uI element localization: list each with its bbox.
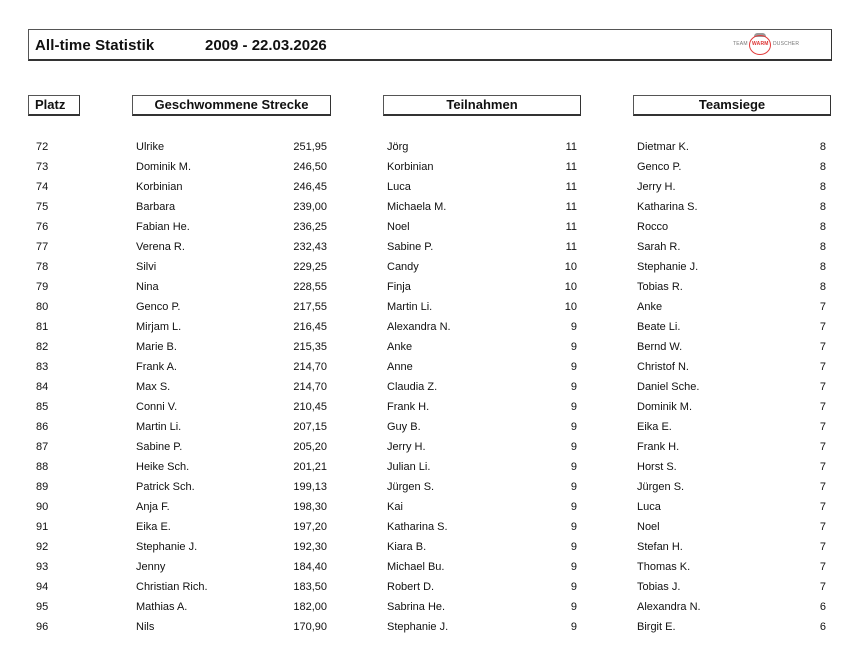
teamsiege-name-cell: Sarah R. bbox=[637, 241, 681, 253]
logo-text-left: TEAM bbox=[733, 41, 748, 47]
strecke-value-cell: 228,55 bbox=[293, 281, 327, 293]
teilnahmen-name-cell: Jerry H. bbox=[387, 441, 426, 453]
teilnahmen-value-cell: 9 bbox=[570, 621, 577, 633]
teilnahmen-name-cell: Jörg bbox=[387, 141, 409, 153]
table-row bbox=[0, 537, 849, 557]
teamsiege-value-cell: 7 bbox=[819, 321, 826, 333]
teilnahmen-value-cell: 9 bbox=[570, 601, 577, 613]
table-row bbox=[0, 357, 849, 377]
column-header-strecke: Geschwommene Strecke bbox=[132, 95, 331, 116]
rank-cell: 81 bbox=[36, 321, 49, 333]
strecke-value-cell: 251,95 bbox=[293, 141, 327, 153]
table-row bbox=[0, 517, 849, 537]
rank-cell: 72 bbox=[36, 141, 49, 153]
teamsiege-name-cell: Luca bbox=[637, 501, 661, 513]
teilnahmen-value-cell: 11 bbox=[565, 241, 577, 253]
teilnahmen-name-cell: Stephanie J. bbox=[387, 621, 449, 633]
teilnahmen-value-cell: 9 bbox=[570, 461, 577, 473]
strecke-value-cell: 170,90 bbox=[293, 621, 327, 633]
table-row bbox=[0, 497, 849, 517]
teamsiege-value-cell: 7 bbox=[819, 541, 826, 553]
strecke-value-cell: 199,13 bbox=[293, 481, 327, 493]
table-row bbox=[0, 577, 849, 597]
teilnahmen-name-cell: Frank H. bbox=[387, 401, 430, 413]
teamsiege-name-cell: Tobias R. bbox=[637, 281, 683, 293]
logo-text-center: WARM bbox=[752, 41, 769, 47]
strecke-name-cell: Verena R. bbox=[136, 241, 185, 253]
teamsiege-name-cell: Jerry H. bbox=[637, 181, 676, 193]
teilnahmen-name-cell: Kai bbox=[387, 501, 403, 513]
teilnahmen-value-cell: 11 bbox=[565, 181, 577, 193]
logo-text-right: DUSCHER bbox=[773, 41, 800, 47]
teamsiege-value-cell: 7 bbox=[819, 481, 826, 493]
teamsiege-value-cell: 6 bbox=[819, 621, 826, 633]
teilnahmen-value-cell: 9 bbox=[570, 561, 577, 573]
strecke-value-cell: 183,50 bbox=[293, 581, 327, 593]
teilnahmen-name-cell: Anne bbox=[387, 361, 413, 373]
strecke-name-cell: Barbara bbox=[136, 201, 176, 213]
strecke-name-cell: Anja F. bbox=[136, 501, 170, 513]
strecke-name-cell: Nils bbox=[136, 621, 155, 633]
rank-cell: 78 bbox=[36, 261, 49, 273]
rank-cell: 87 bbox=[36, 441, 49, 453]
table-row bbox=[0, 217, 849, 237]
teamsiege-name-cell: Frank H. bbox=[637, 441, 680, 453]
teamsiege-value-cell: 6 bbox=[819, 601, 826, 613]
teilnahmen-name-cell: Kiara B. bbox=[387, 541, 427, 553]
teilnahmen-name-cell: Katharina S. bbox=[387, 521, 448, 533]
table-row bbox=[0, 557, 849, 577]
teilnahmen-name-cell: Finja bbox=[387, 281, 411, 293]
teilnahmen-name-cell: Korbinian bbox=[387, 161, 434, 173]
rank-cell: 84 bbox=[36, 381, 49, 393]
strecke-value-cell: 182,00 bbox=[293, 601, 327, 613]
teilnahmen-value-cell: 9 bbox=[570, 501, 577, 513]
teamsiege-value-cell: 7 bbox=[819, 461, 826, 473]
teamsiege-name-cell: Birgit E. bbox=[637, 621, 676, 633]
teilnahmen-name-cell: Claudia Z. bbox=[387, 381, 438, 393]
teilnahmen-name-cell: Robert D. bbox=[387, 581, 435, 593]
teamsiege-value-cell: 7 bbox=[819, 521, 826, 533]
strecke-value-cell: 205,20 bbox=[293, 441, 327, 453]
teamsiege-name-cell: Christof N. bbox=[637, 361, 689, 373]
rank-cell: 86 bbox=[36, 421, 49, 433]
strecke-name-cell: Genco P. bbox=[136, 301, 181, 313]
teamsiege-value-cell: 7 bbox=[819, 441, 826, 453]
date-range: 2009 - 22.03.2026 bbox=[205, 37, 327, 54]
rank-cell: 93 bbox=[36, 561, 49, 573]
rank-cell: 75 bbox=[36, 201, 49, 213]
teilnahmen-value-cell: 9 bbox=[570, 401, 577, 413]
teilnahmen-name-cell: Sabine P. bbox=[387, 241, 434, 253]
strecke-name-cell: Jenny bbox=[136, 561, 166, 573]
strecke-name-cell: Patrick Sch. bbox=[136, 481, 195, 493]
teamsiege-name-cell: Stephanie J. bbox=[637, 261, 699, 273]
teamsiege-name-cell: Eika E. bbox=[637, 421, 672, 433]
column-header-teamsiege: Teamsiege bbox=[633, 95, 831, 116]
strecke-name-cell: Frank A. bbox=[136, 361, 177, 373]
table-row bbox=[0, 397, 849, 417]
strecke-name-cell: Mathias A. bbox=[136, 601, 188, 613]
teamsiege-value-cell: 8 bbox=[819, 141, 826, 153]
strecke-name-cell: Sabine P. bbox=[136, 441, 183, 453]
strecke-name-cell: Martin Li. bbox=[136, 421, 182, 433]
teamsiege-value-cell: 7 bbox=[819, 401, 826, 413]
table-row bbox=[0, 197, 849, 217]
teamsiege-name-cell: Rocco bbox=[637, 221, 669, 233]
title-bar bbox=[28, 29, 832, 61]
teilnahmen-value-cell: 9 bbox=[570, 581, 577, 593]
table-row bbox=[0, 337, 849, 357]
teilnahmen-name-cell: Julian Li. bbox=[387, 461, 431, 473]
rank-cell: 96 bbox=[36, 621, 49, 633]
teilnahmen-value-cell: 10 bbox=[564, 261, 577, 273]
rank-cell: 95 bbox=[36, 601, 49, 613]
teilnahmen-name-cell: Sabrina He. bbox=[387, 601, 446, 613]
strecke-value-cell: 246,45 bbox=[293, 181, 327, 193]
teilnahmen-value-cell: 9 bbox=[570, 521, 577, 533]
teamsiege-value-cell: 7 bbox=[819, 501, 826, 513]
strecke-name-cell: Ulrike bbox=[136, 141, 165, 153]
column-header-platz: Platz bbox=[28, 95, 80, 116]
teilnahmen-value-cell: 11 bbox=[565, 141, 577, 153]
strecke-name-cell: Mirjam L. bbox=[136, 321, 182, 333]
strecke-value-cell: 229,25 bbox=[293, 261, 327, 273]
table-row bbox=[0, 177, 849, 197]
teamsiege-name-cell: Beate Li. bbox=[637, 321, 681, 333]
strecke-value-cell: 215,35 bbox=[293, 341, 327, 353]
strecke-value-cell: 184,40 bbox=[293, 561, 327, 573]
strecke-value-cell: 236,25 bbox=[293, 221, 327, 233]
table-row bbox=[0, 137, 849, 157]
table-row bbox=[0, 597, 849, 617]
table-row bbox=[0, 417, 849, 437]
table-row bbox=[0, 257, 849, 277]
rank-cell: 85 bbox=[36, 401, 49, 413]
teilnahmen-value-cell: 9 bbox=[570, 341, 577, 353]
teilnahmen-name-cell: Noel bbox=[387, 221, 410, 233]
rank-cell: 89 bbox=[36, 481, 49, 493]
table-row bbox=[0, 297, 849, 317]
table-row bbox=[0, 437, 849, 457]
teamsiege-name-cell: Dominik M. bbox=[637, 401, 693, 413]
teamsiege-name-cell: Daniel Sche. bbox=[637, 381, 700, 393]
teamsiege-name-cell: Jürgen S. bbox=[637, 481, 685, 493]
teilnahmen-value-cell: 9 bbox=[570, 321, 577, 333]
table-row bbox=[0, 157, 849, 177]
rank-cell: 74 bbox=[36, 181, 49, 193]
teamsiege-value-cell: 8 bbox=[819, 281, 826, 293]
strecke-value-cell: 232,43 bbox=[293, 241, 327, 253]
teilnahmen-name-cell: Michaela M. bbox=[387, 201, 447, 213]
teamsiege-name-cell: Stefan H. bbox=[637, 541, 683, 553]
strecke-name-cell: Conni V. bbox=[136, 401, 178, 413]
teamsiege-name-cell: Thomas K. bbox=[637, 561, 691, 573]
strecke-name-cell: Heike Sch. bbox=[136, 461, 190, 473]
table-row bbox=[0, 377, 849, 397]
team-logo bbox=[731, 33, 821, 57]
teamsiege-value-cell: 8 bbox=[819, 201, 826, 213]
strecke-value-cell: 210,45 bbox=[293, 401, 327, 413]
rank-cell: 92 bbox=[36, 541, 49, 553]
rank-cell: 88 bbox=[36, 461, 49, 473]
teamsiege-value-cell: 8 bbox=[819, 161, 826, 173]
rank-cell: 73 bbox=[36, 161, 49, 173]
rank-cell: 82 bbox=[36, 341, 49, 353]
teamsiege-name-cell: Anke bbox=[637, 301, 663, 313]
page-title: All-time Statistik bbox=[35, 37, 155, 54]
teamsiege-name-cell: Alexandra N. bbox=[637, 601, 701, 613]
teilnahmen-name-cell: Candy bbox=[387, 261, 419, 273]
table-row bbox=[0, 457, 849, 477]
strecke-name-cell: Marie B. bbox=[136, 341, 177, 353]
teamsiege-name-cell: Dietmar K. bbox=[637, 141, 689, 153]
teilnahmen-name-cell: Guy B. bbox=[387, 421, 421, 433]
strecke-value-cell: 198,30 bbox=[293, 501, 327, 513]
teilnahmen-value-cell: 9 bbox=[570, 421, 577, 433]
rank-cell: 79 bbox=[36, 281, 49, 293]
table-row bbox=[0, 477, 849, 497]
teilnahmen-value-cell: 10 bbox=[564, 281, 577, 293]
teilnahmen-name-cell: Jürgen S. bbox=[387, 481, 435, 493]
strecke-name-cell: Eika E. bbox=[136, 521, 171, 533]
table-row bbox=[0, 277, 849, 297]
strecke-name-cell: Dominik M. bbox=[136, 161, 192, 173]
rank-cell: 94 bbox=[36, 581, 49, 593]
teilnahmen-name-cell: Alexandra N. bbox=[387, 321, 451, 333]
teamsiege-name-cell: Noel bbox=[637, 521, 660, 533]
teamsiege-value-cell: 8 bbox=[819, 221, 826, 233]
strecke-value-cell: 207,15 bbox=[293, 421, 327, 433]
teamsiege-name-cell: Horst S. bbox=[637, 461, 677, 473]
strecke-name-cell: Max S. bbox=[136, 381, 171, 393]
teamsiege-value-cell: 7 bbox=[819, 421, 826, 433]
teilnahmen-value-cell: 9 bbox=[570, 441, 577, 453]
rank-cell: 80 bbox=[36, 301, 49, 313]
table-row bbox=[0, 317, 849, 337]
strecke-value-cell: 197,20 bbox=[293, 521, 327, 533]
column-header-teilnahmen: Teilnahmen bbox=[383, 95, 581, 116]
table-row bbox=[0, 617, 849, 637]
strecke-value-cell: 239,00 bbox=[293, 201, 327, 213]
teilnahmen-value-cell: 9 bbox=[570, 481, 577, 493]
teamsiege-name-cell: Bernd W. bbox=[637, 341, 683, 353]
teilnahmen-name-cell: Anke bbox=[387, 341, 413, 353]
teamsiege-name-cell: Katharina S. bbox=[637, 201, 698, 213]
teilnahmen-value-cell: 10 bbox=[564, 301, 577, 313]
teilnahmen-value-cell: 9 bbox=[570, 381, 577, 393]
teamsiege-value-cell: 7 bbox=[819, 561, 826, 573]
strecke-name-cell: Silvi bbox=[136, 261, 157, 273]
teilnahmen-value-cell: 11 bbox=[565, 221, 577, 233]
teamsiege-value-cell: 7 bbox=[819, 361, 826, 373]
table-row bbox=[0, 237, 849, 257]
teilnahmen-name-cell: Michael Bu. bbox=[387, 561, 445, 573]
teamsiege-value-cell: 8 bbox=[819, 261, 826, 273]
strecke-value-cell: 216,45 bbox=[293, 321, 327, 333]
teamsiege-name-cell: Genco P. bbox=[637, 161, 682, 173]
strecke-name-cell: Fabian He. bbox=[136, 221, 190, 233]
strecke-name-cell: Stephanie J. bbox=[136, 541, 198, 553]
teamsiege-value-cell: 8 bbox=[819, 181, 826, 193]
teilnahmen-value-cell: 9 bbox=[570, 541, 577, 553]
teamsiege-value-cell: 7 bbox=[819, 581, 826, 593]
teilnahmen-value-cell: 11 bbox=[565, 161, 577, 173]
strecke-value-cell: 246,50 bbox=[293, 161, 327, 173]
strecke-value-cell: 214,70 bbox=[293, 381, 327, 393]
rank-cell: 90 bbox=[36, 501, 49, 513]
teamsiege-value-cell: 7 bbox=[819, 301, 826, 313]
teamsiege-value-cell: 7 bbox=[819, 381, 826, 393]
rank-cell: 83 bbox=[36, 361, 49, 373]
strecke-value-cell: 214,70 bbox=[293, 361, 327, 373]
rank-cell: 91 bbox=[36, 521, 49, 533]
teamsiege-value-cell: 8 bbox=[819, 241, 826, 253]
teilnahmen-name-cell: Martin Li. bbox=[387, 301, 433, 313]
strecke-value-cell: 192,30 bbox=[293, 541, 327, 553]
rank-cell: 76 bbox=[36, 221, 49, 233]
strecke-value-cell: 217,55 bbox=[293, 301, 327, 313]
teamsiege-name-cell: Tobias J. bbox=[637, 581, 681, 593]
teilnahmen-name-cell: Luca bbox=[387, 181, 411, 193]
strecke-name-cell: Nina bbox=[136, 281, 159, 293]
teilnahmen-value-cell: 9 bbox=[570, 361, 577, 373]
rank-cell: 77 bbox=[36, 241, 49, 253]
strecke-value-cell: 201,21 bbox=[293, 461, 327, 473]
strecke-name-cell: Korbinian bbox=[136, 181, 183, 193]
strecke-name-cell: Christian Rich. bbox=[136, 581, 208, 593]
teilnahmen-value-cell: 11 bbox=[565, 201, 577, 213]
teamsiege-value-cell: 7 bbox=[819, 341, 826, 353]
